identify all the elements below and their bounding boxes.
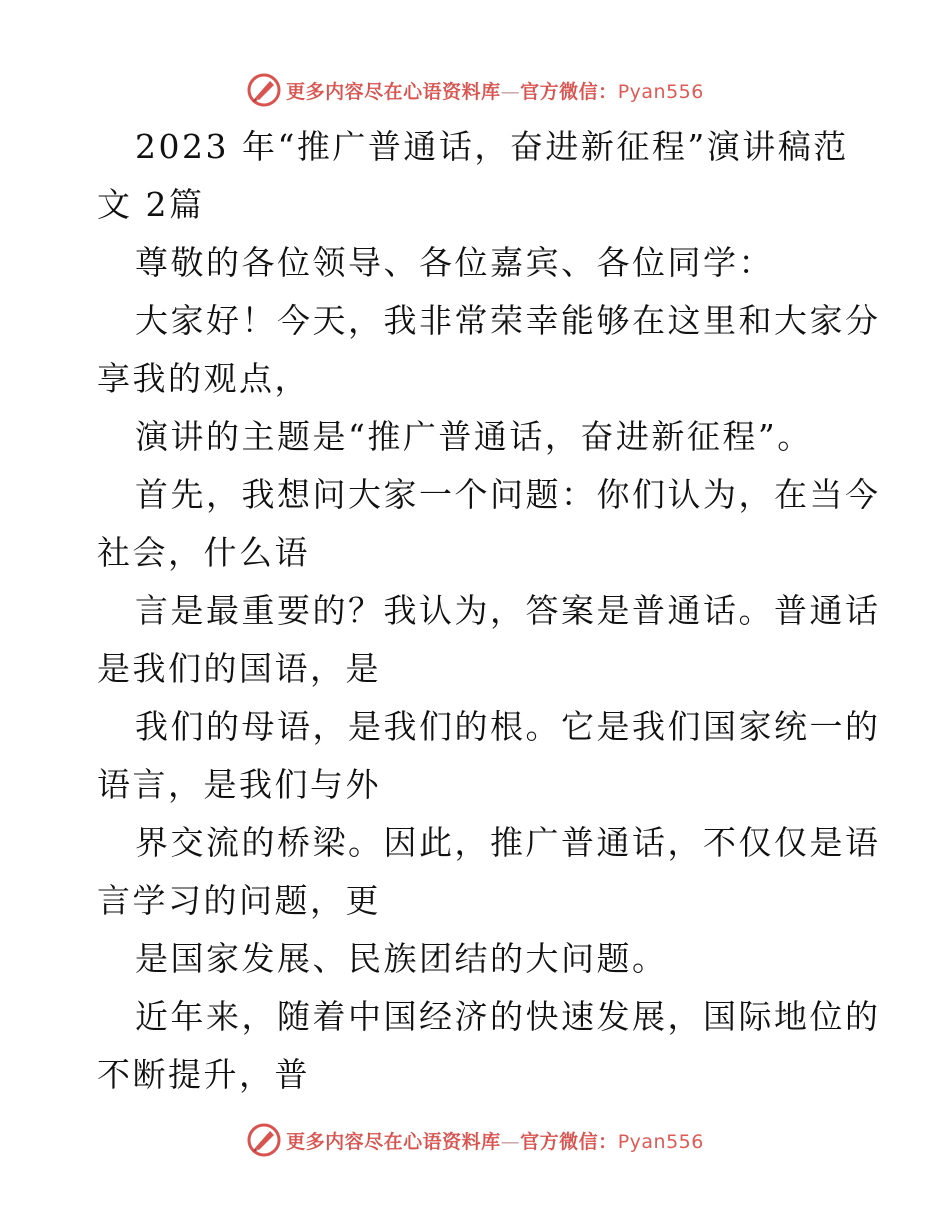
text-line: 近年来，随着中国经济的快速发展，国际地位的 [135,997,881,1036]
text-line: 是国家发展、民族团结的大问题。 [135,939,668,978]
watermark-label: 官方微信： [520,1130,618,1153]
text-line: 界交流的桥梁。因此，推广普通话，不仅仅是语 [135,823,881,862]
title-line-1: 2023 年“推广普通话，奋进新征程”演讲稿范 [135,127,849,166]
watermark-site: 更多内容尽在心语资料库 [286,80,501,103]
text-line: 首先，我想问大家一个问题：你们认为，在当今 [135,475,881,514]
document-body [97,118,881,1104]
text-line: 不断提升，普 [97,1055,310,1094]
watermark-handle: Pyan556 [617,1130,704,1153]
greeting-line: 尊敬的各位领导、各位嘉宾、各位同学： [135,243,774,282]
text-line: 演讲的主题是“推广普通话，奋进新征程”。 [135,417,813,456]
watermark-text [286,77,704,104]
watermark-site: 更多内容尽在心语资料库 [286,1130,501,1153]
footer-watermark [0,1120,950,1160]
text-line: 语言，是我们与外 [97,765,381,804]
pen-logo-icon [246,72,282,108]
text-line: 享我的观点， [97,359,310,398]
text-line: 言是最重要的？我认为，答案是普通话。普通话 [135,591,881,630]
title-line-2: 文 2篇 [97,185,205,224]
watermark-separator: — [500,1130,521,1153]
text-line: 言学习的问题，更 [97,881,381,920]
pen-logo-icon [246,1122,282,1158]
watermark-handle: Pyan556 [617,80,704,103]
text-line: 我们的母语，是我们的根。它是我们国家统一的 [135,707,881,746]
watermark-text [286,1127,704,1154]
header-watermark [0,70,950,110]
watermark-label: 官方微信： [520,80,618,103]
text-line: 是我们的国语，是 [97,649,381,688]
text-line: 大家好！今天，我非常荣幸能够在这里和大家分 [135,301,881,340]
watermark-separator: — [500,80,521,103]
text-line: 社会，什么语 [97,533,310,572]
